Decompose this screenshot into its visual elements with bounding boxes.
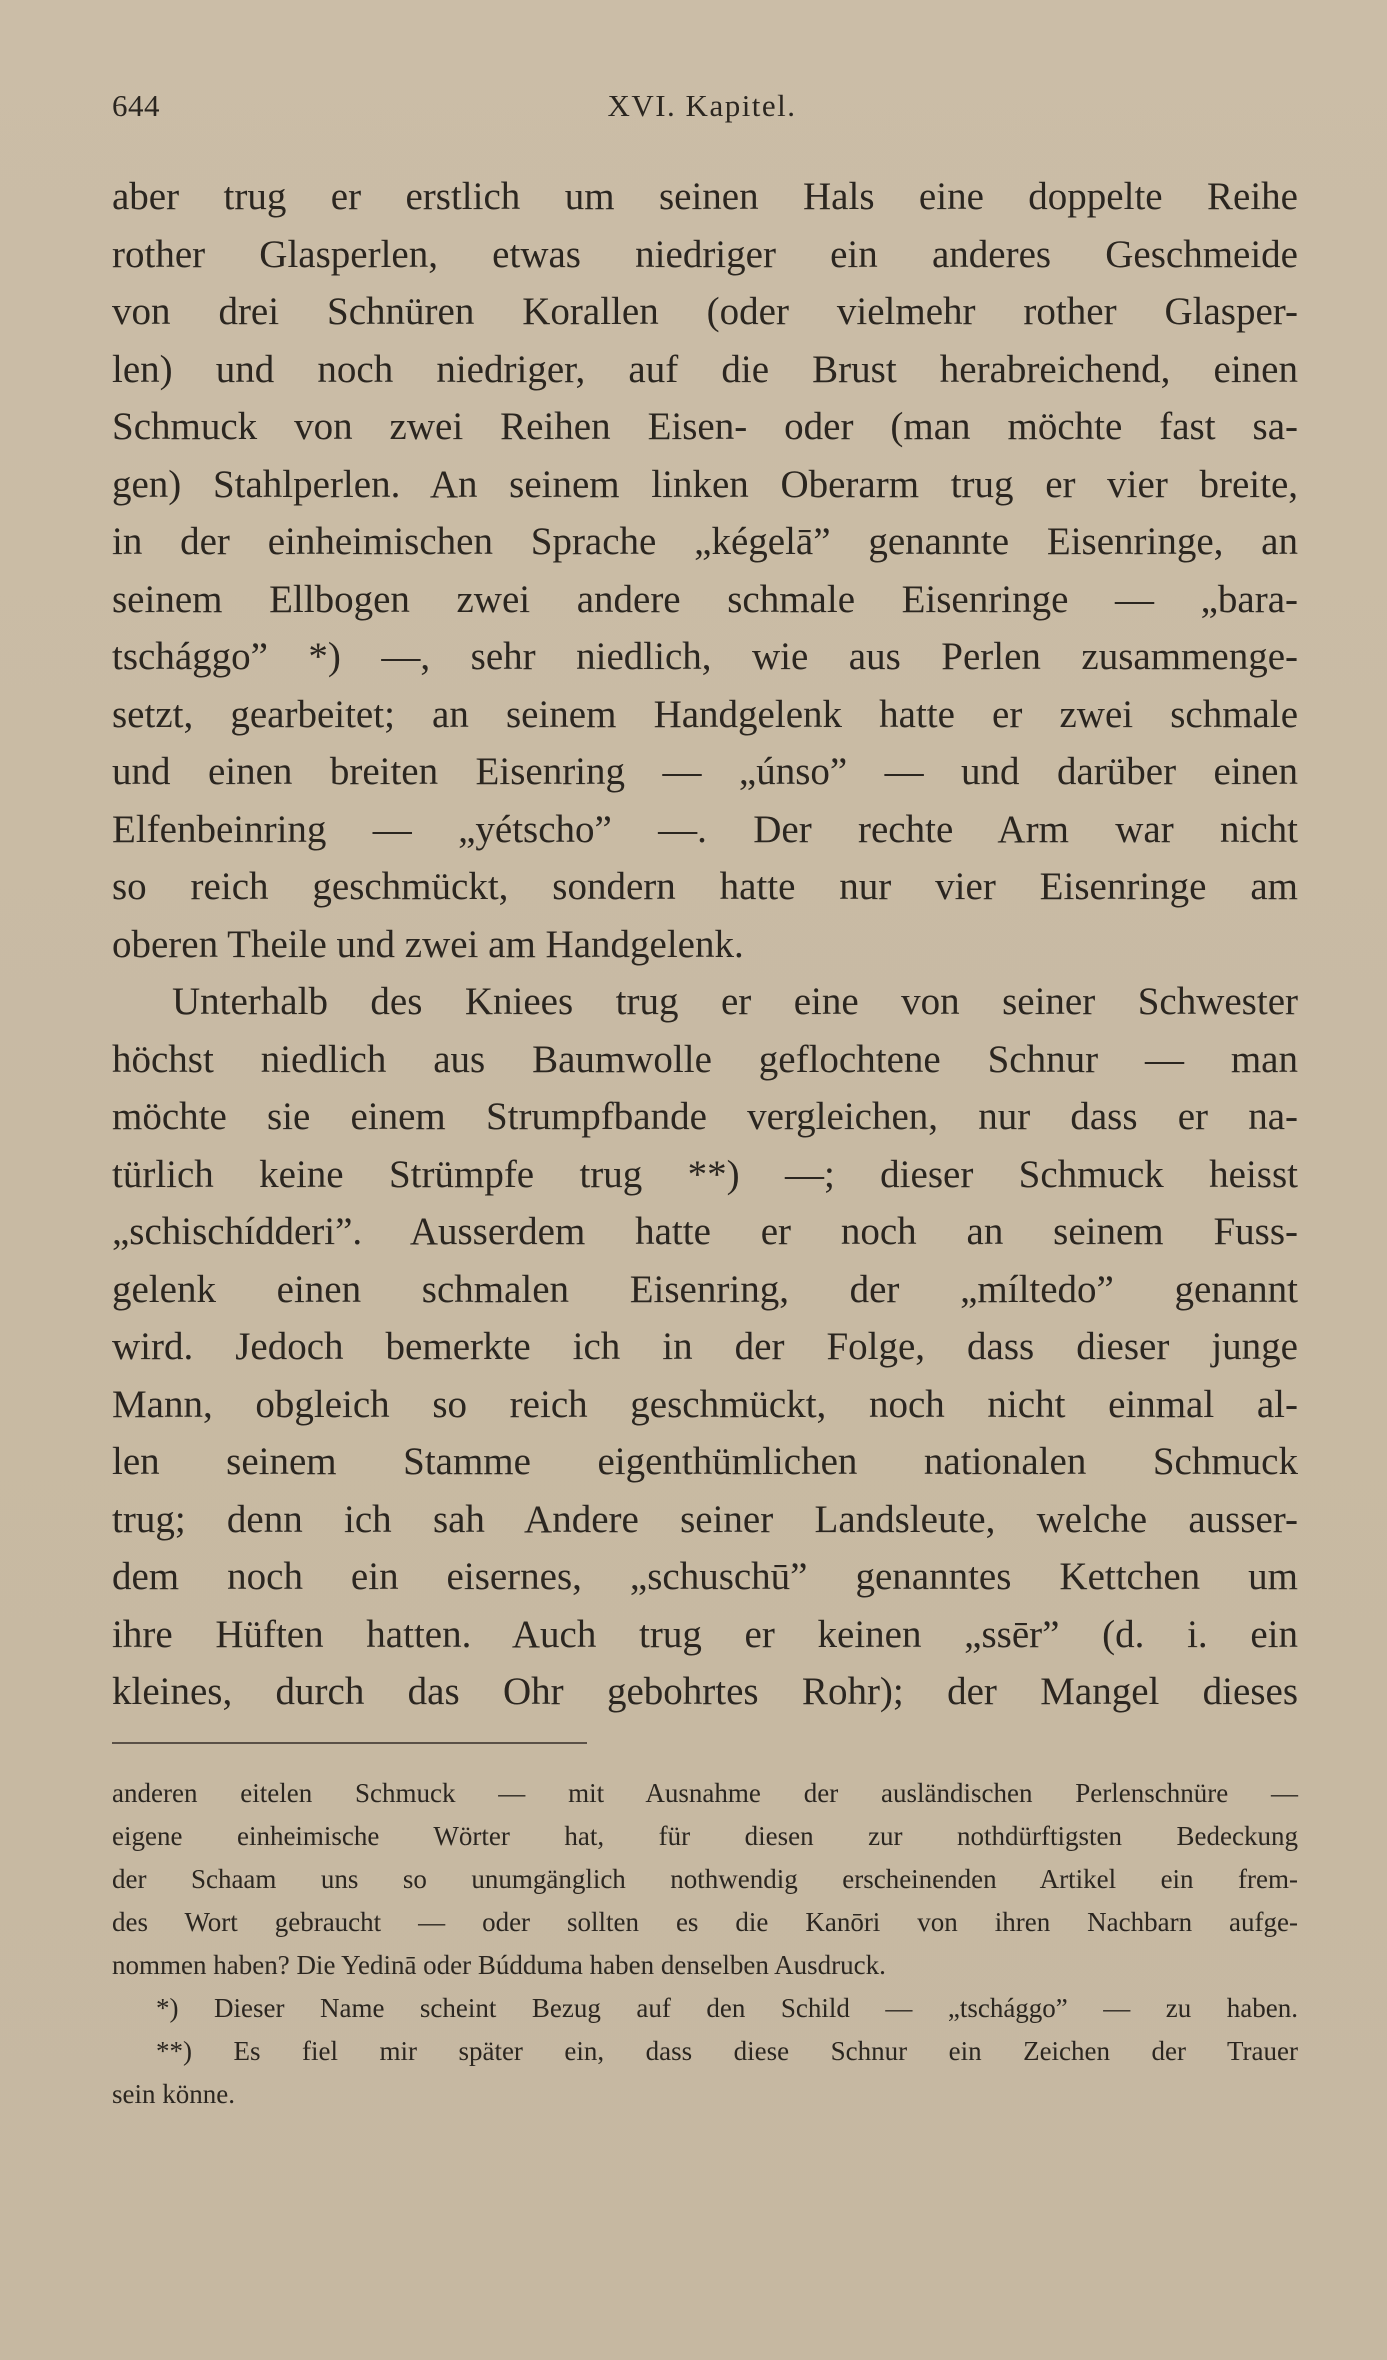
footnote-line: nommen haben? Die Yedinā oder Búdduma haben denselben Ausdruck. xyxy=(112,1950,886,1980)
text-line: aber trug er erstlich um seinen Hals eine doppelte Reihe xyxy=(112,175,1298,218)
footnote-line: anderen eitelen Schmuck — mit Ausnahme der ausländischen Perlenschnüre — xyxy=(112,1778,1298,1808)
text-line: len seinem Stamme eigenthümlichen nationalen Schmuck xyxy=(112,1440,1298,1483)
text-line: kleines, durch das Ohr gebohrtes Rohr); der Mangel dieses xyxy=(112,1670,1298,1713)
text-line: Elfenbeinring — „yétscho” —. Der rechte Arm war nicht xyxy=(112,807,1298,851)
page-number: 644 xyxy=(112,88,160,123)
footnotes xyxy=(112,1772,1298,2116)
text-line: wird. Jedoch bemerkte ich in der Folge, dass dieser junge xyxy=(112,1325,1298,1368)
footnote-line: *) Dieser Name scheint Bezug auf den Schild — „tschággo” — zu haben. xyxy=(156,1993,1298,2023)
text-line: so reich geschmückt, sondern hatte nur vier Eisenringe am xyxy=(112,865,1298,908)
text-line: von drei Schnüren Korallen (oder vielmehr rother Glasper- xyxy=(112,290,1298,333)
text-line: len) und noch niedriger, auf die Brust herabreichend, einen xyxy=(112,347,1298,391)
chapter-title: XVI. Kapitel. xyxy=(607,88,797,123)
text-line: „schischídderi”. Ausserdem hatte er noch an seinem Fuss- xyxy=(112,1210,1298,1253)
text-line: seinem Ellbogen zwei andere schmale Eisenringe — „bara- xyxy=(112,577,1298,621)
footnote-divider xyxy=(112,1742,587,1744)
text-line: setzt, gearbeitet; an seinem Handgelenk hatte er zwei schmale xyxy=(112,692,1298,736)
text-line: und einen breiten Eisenring — „únso” — und darüber einen xyxy=(112,750,1298,793)
text-line: möchte sie einem Strumpfbande vergleichen, nur dass er na- xyxy=(112,1095,1298,1138)
text-line: gen) Stahlperlen. An seinem linken Oberarm trug er vier breite, xyxy=(112,462,1298,506)
main-text xyxy=(112,168,1298,1721)
text-line: oberen Theile und zwei am Handgelenk. xyxy=(112,922,744,966)
text-line: höchst niedlich aus Baumwolle geflochtene Schnur — man xyxy=(112,1037,1298,1081)
text-line: türlich keine Strümpfe trug **) —; dieser Schmuck heisst xyxy=(112,1152,1298,1196)
footnote-line: des Wort gebraucht — oder sollten es die Kanōri von ihren Nachbarn aufge- xyxy=(112,1907,1298,1937)
text-line: rother Glasperlen, etwas niedriger ein anderes Geschmeide xyxy=(112,232,1298,276)
running-header xyxy=(112,88,1292,128)
text-line: trug; denn ich sah Andere seiner Landsleute, welche ausser- xyxy=(112,1497,1298,1541)
footnote-line: eigene einheimische Wörter hat, für diesen zur nothdürftigsten Bedeckung xyxy=(112,1821,1298,1851)
text-line: Mann, obgleich so reich geschmückt, noch nicht einmal al- xyxy=(112,1382,1298,1426)
footnote-line: der Schaam uns so unumgänglich nothwendig erscheinenden Artikel ein frem- xyxy=(112,1864,1298,1894)
text-line: tschággo” *) —, sehr niedlich, wie aus Perlen zusammenge- xyxy=(112,635,1298,678)
footnote-line: **) Es fiel mir später ein, dass diese Schnur ein Zeichen der Trauer xyxy=(156,2036,1298,2066)
text-line: gelenk einen schmalen Eisenring, der „míltedo” genannt xyxy=(112,1267,1298,1311)
text-line: Unterhalb des Kniees trug er eine von seiner Schwester xyxy=(172,980,1298,1023)
footnote-line: sein könne. xyxy=(112,2079,235,2109)
text-line: dem noch ein eisernes, „schuschū” genanntes Kettchen um xyxy=(112,1555,1298,1598)
text-line: ihre Hüften hatten. Auch trug er keinen „ssēr” (d. i. ein xyxy=(112,1612,1298,1656)
text-line: Schmuck von zwei Reihen Eisen- oder (man möchte fast sa- xyxy=(112,405,1298,448)
text-line: in der einheimischen Sprache „kégelā” genannte Eisenringe, an xyxy=(112,520,1298,563)
